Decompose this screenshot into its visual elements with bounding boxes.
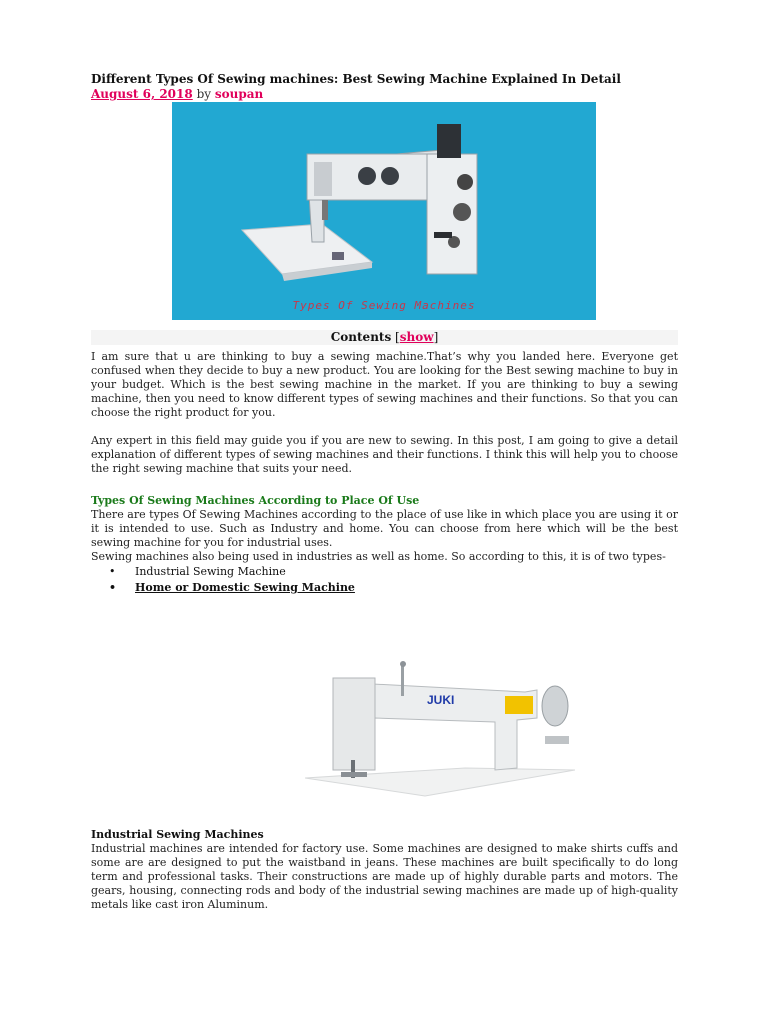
juki-brand-label: JUKI: [427, 693, 455, 707]
by-label: by: [196, 87, 212, 101]
sewing-machine-photo-icon: [172, 102, 596, 320]
list-item-domestic-link[interactable]: • Home or Domestic Sewing Machine: [135, 580, 678, 596]
hero-image: [172, 102, 596, 320]
contents-bracket-close: ]: [433, 330, 439, 344]
contents-bracket-open: [: [395, 330, 400, 344]
hero-caption: Types Of Sewing Machines: [292, 299, 476, 312]
author-link[interactable]: soupan: [214, 87, 264, 101]
place-of-use-paragraph-1: There are types Of Sewing Machines according to the place of use like in which place you are using it or it is intended to use. Such as Industry and home. You can choose from here which will be the best sewing machine for you for industrial uses.: [91, 508, 678, 549]
machine-type-list: [91, 564, 678, 596]
section-heading-industrial: Industrial Sewing Machines: [91, 828, 264, 841]
list-item-industrial: • Industrial Sewing Machine: [135, 564, 678, 580]
industrial-sewing-machine-photo-icon: [305, 660, 575, 810]
table-of-contents: [91, 330, 678, 345]
intro-paragraph-2: Any expert in this field may guide you if you are new to sewing. In this post, I am going to give a detail explanation of different types of sewing machines and their functions. I think this will help you to choose the right sewing machine that suits your need.: [91, 434, 678, 475]
section-heading-place-of-use: Types Of Sewing Machines According to Place Of Use: [91, 494, 420, 507]
intro-paragraph-1: I am sure that u are thinking to buy a sewing machine.That’s why you landed here. Everyone get confused when they decide to buy a new product. You are looking for the Best sewing machine to buy in your budget. Which is the best sewing machine in the market. If you are thinking to buy a sewing machine, then you need to know different types of sewing machines and their functions. So that you can choose the right product for you.: [91, 350, 678, 419]
article: [91, 72, 678, 912]
industrial-machine-image: [305, 660, 575, 810]
article-title: Different Types Of Sewing machines: Best Sewing Machine Explained In Detail: [91, 72, 621, 86]
contents-show-toggle[interactable]: show: [399, 330, 434, 344]
contents-label: Contents: [330, 330, 392, 344]
industrial-paragraph: Industrial machines are intended for factory use. Some machines are designed to make shirts cuffs and some are are designed to put the waistband in jeans. These machines are built specifically to do long term and professional tasks. Their constructions are made up of highly durable parts and motors. The gears, housing, connecting rods and body of the industrial sewing machines are made up of high-quality metals like cast iron Aluminum.: [91, 842, 678, 911]
article-meta: [91, 87, 678, 102]
post-date-link[interactable]: August 6, 2018: [91, 87, 193, 101]
place-of-use-paragraph-2: Sewing machines also being used in industries as well as home. So according to this, it is of two types-: [91, 550, 666, 563]
